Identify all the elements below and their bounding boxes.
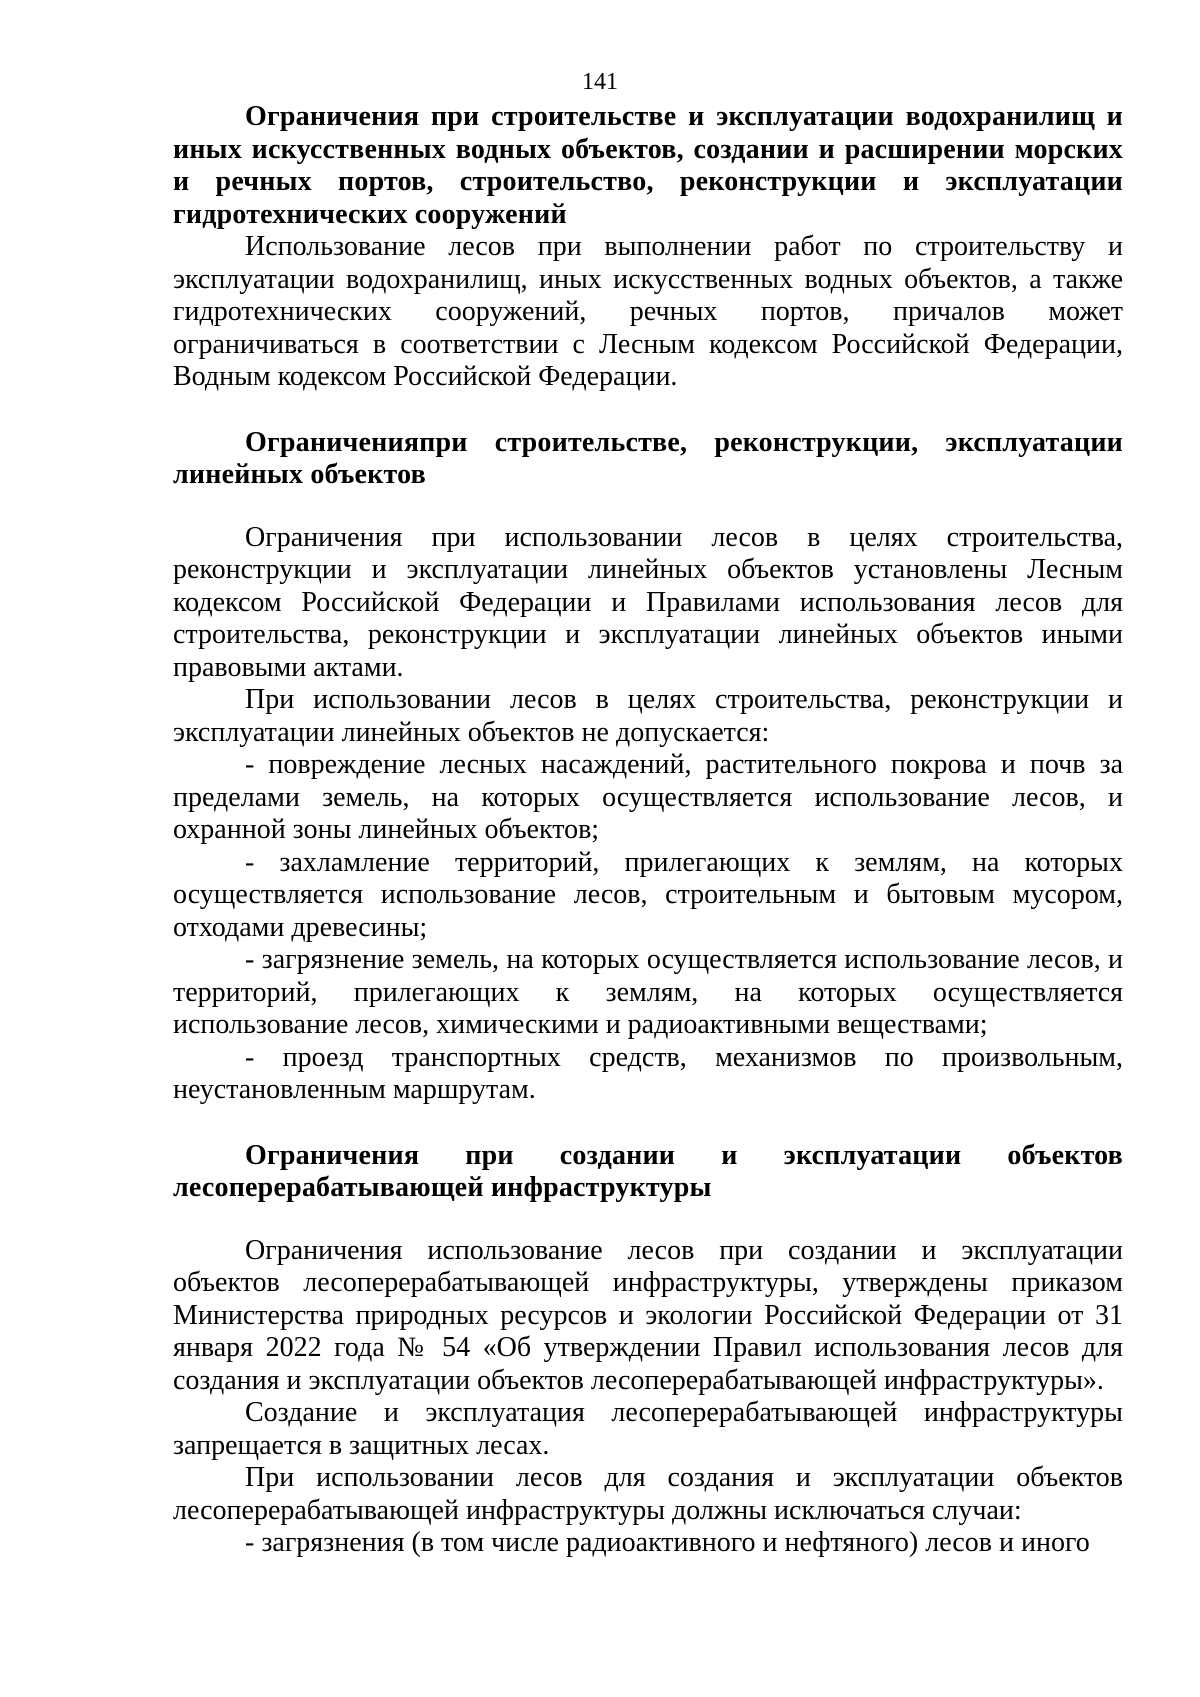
paragraph: Ограничения при использовании лесов в целях строительства, реконструкции и эксплуатации линейных объектов установлены Лесным кодексом Российской Федерации и Правилами использования лесов для строительства, реконструкции и эксплуатации линейных объектов иными правовыми актами. bbox=[173, 521, 1123, 683]
spacer bbox=[173, 492, 1123, 522]
list-item: - захламление территорий, прилегающих к землям, на которых осуществляется использование лесов, строительным и бытовым мусором, отходами древесины; bbox=[173, 846, 1123, 943]
document-body bbox=[173, 101, 1123, 1560]
section-heading: Ограничения при создании и эксплуатации объектов лесоперерабатывающей инфраструктуры bbox=[173, 1139, 1123, 1203]
paragraph: При использовании лесов для создания и эксплуатации объектов лесоперерабатывающей инфраструктуры должны исключаться случаи: bbox=[173, 1462, 1123, 1526]
section-linear-objects bbox=[173, 427, 1123, 1107]
spacer bbox=[173, 1107, 1123, 1140]
spacer bbox=[173, 394, 1123, 427]
spacer bbox=[173, 1205, 1123, 1235]
list-item: - загрязнения (в том числе радиоактивного и нефтяного) лесов и иного bbox=[245, 1527, 1090, 1558]
section-heading: Ограничения при строительстве и эксплуатации водохранилищ и иных искусственных водных объектов, создании и расширении морских и речных портов, строительство, реконструкции и эксплуатации гидротехнических сооружений bbox=[173, 101, 1123, 230]
paragraph: Создание и эксплуатация лесоперерабатывающей инфраструктуры запрещается в защитных лесах. bbox=[173, 1397, 1123, 1461]
section-reservoirs bbox=[173, 101, 1123, 394]
section-wood-processing bbox=[173, 1140, 1123, 1560]
list-item: - повреждение лесных насаждений, растительного покрова и почв за пределами земель, на которых осуществляется использование лесов, и охранной зоны линейных объектов; bbox=[173, 749, 1123, 845]
section-heading: Ограниченияпри строительстве, реконструкции, эксплуатации линейных объектов bbox=[173, 426, 1123, 490]
paragraph: Использование лесов при выполнении работ по строительству и эксплуатации водохранилищ, иных искусственных водных объектов, а также гидротехнических сооружений, речных портов, причалов может ограничиваться в соответствии с Лесным кодексом Российской Федерации, Водным кодексом Российской Федерации. bbox=[173, 231, 1123, 392]
paragraph: Ограничения использование лесов при создании и эксплуатации объектов лесоперерабатывающей инфраструктуры, утверждены приказом Министерства природных ресурсов и экологии Российской Федерации от 31 января 2022 года № 54 «Об утверждении Правил использования лесов для создания и эксплуатации объектов лесоперерабатывающей инфраструктуры». bbox=[173, 1234, 1123, 1396]
list-item: - проезд транспортных средств, механизмов по произвольным, неустановленным маршрутам. bbox=[173, 1041, 1123, 1105]
paragraph: При использовании лесов в целях строительства, реконструкции и эксплуатации линейных объектов не допускается: bbox=[173, 684, 1123, 748]
page-number: 141 bbox=[582, 69, 618, 95]
list-item: - загрязнение земель, на которых осуществляется использование лесов, и территорий, прилегающих к землям, на которых осуществляется использование лесов, химическими и радиоактивными веществами; bbox=[173, 944, 1123, 1040]
